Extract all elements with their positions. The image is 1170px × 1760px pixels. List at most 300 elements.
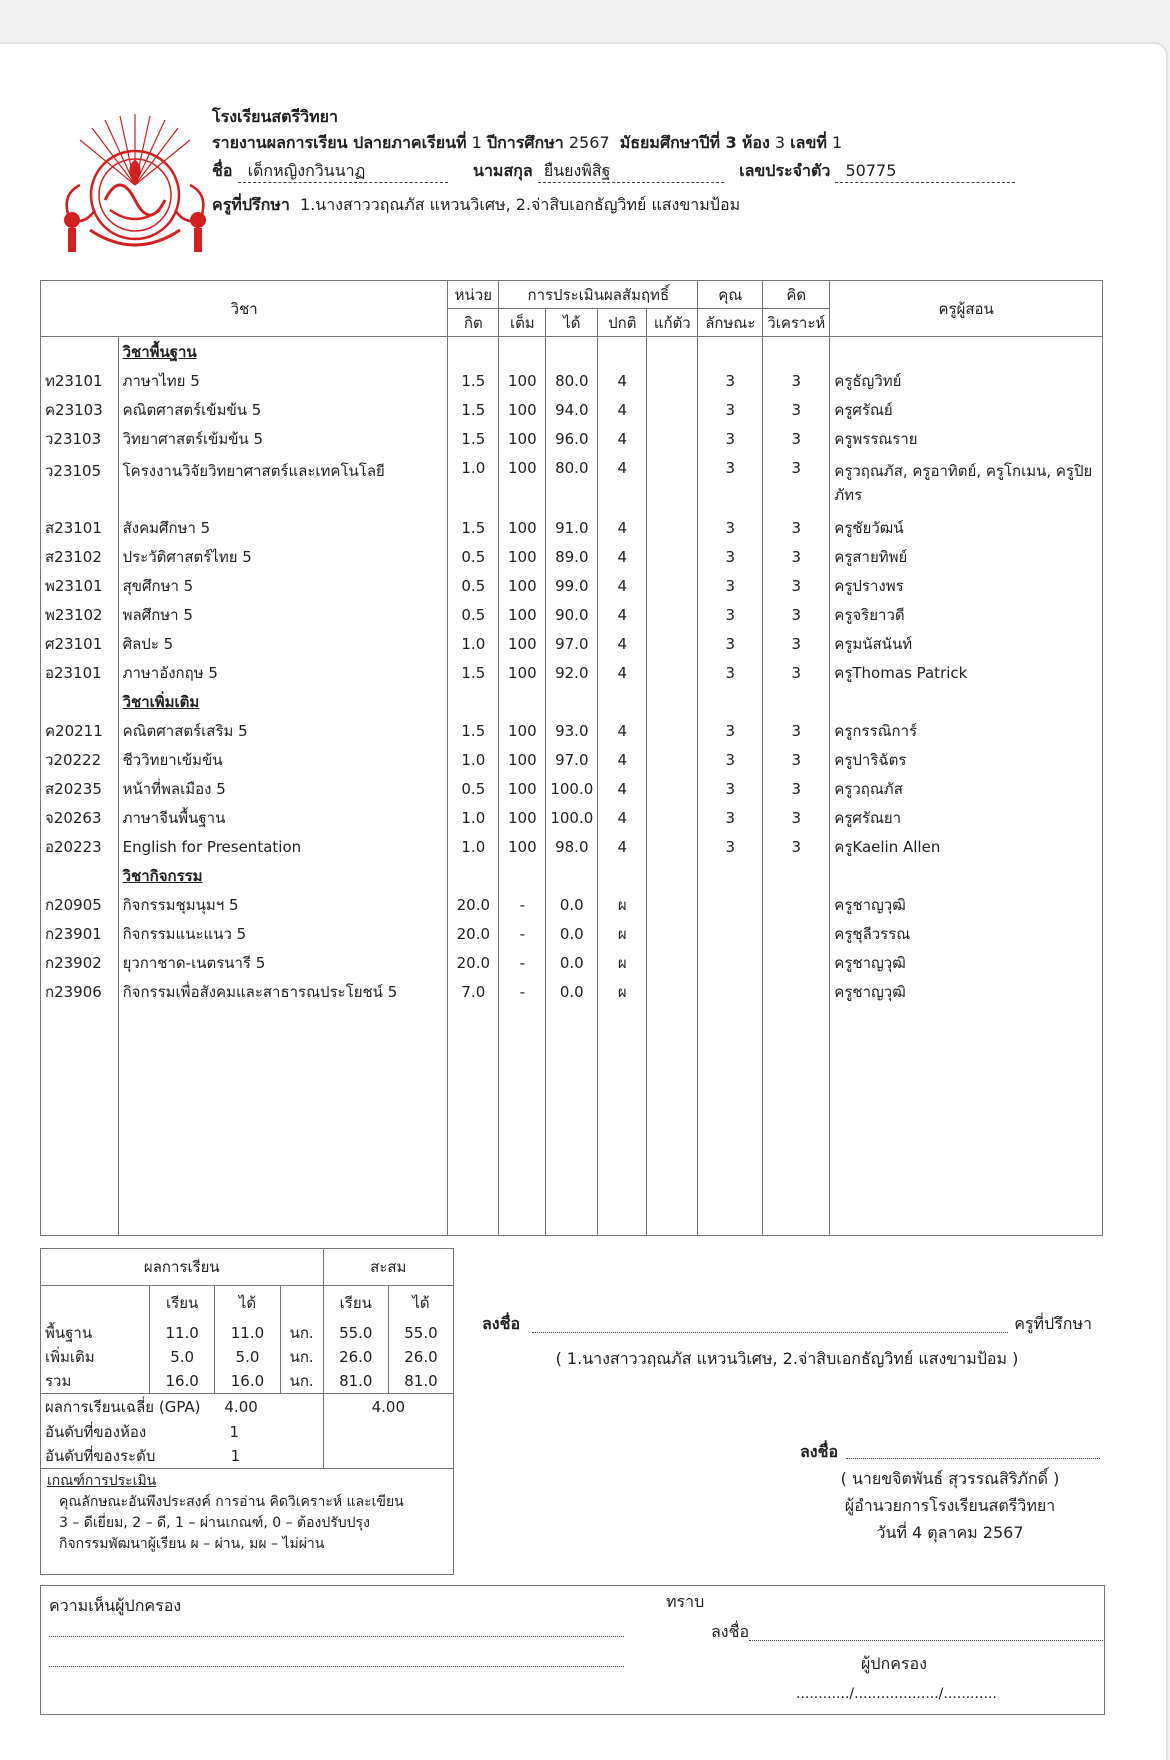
subject-think [763, 890, 830, 919]
report-title: รายงานผลการเรียน ปลายภาคเรียนที่ [212, 133, 467, 152]
subject-credit: 1.5 [448, 658, 499, 687]
subject-grade: 4 [598, 571, 647, 600]
section-blank-cell [448, 861, 499, 890]
advisor-sign-names: ( 1.นางสาววฤณภัส แหวนวิเศษ, 2.จ่าสิบเอกธัญวิทย์ แสงขามป้อม ) [555, 1349, 1019, 1368]
subject-name: กิจกรรมเพื่อสังคมและสาธารณประโยชน์ 5 [118, 977, 448, 1006]
subject-credit: 20.0 [448, 919, 499, 948]
grade-label: มัธยมศึกษาปีที่ 3 [619, 133, 737, 152]
criteria-line-3: กิจกรรมพัฒนาผู้เรียน ผ – ผ่าน, มผ – ไม่ผ่าน [59, 1535, 325, 1552]
section-blank-cell [763, 337, 830, 367]
section-blank-cell [598, 861, 647, 890]
subject-char [698, 977, 763, 1006]
filler-cell [647, 1006, 698, 1236]
header-thinking-top: คิด [763, 281, 830, 309]
section-blank-cell [499, 337, 546, 367]
subject-fix [647, 977, 698, 1006]
section-blank-cell [763, 861, 830, 890]
subject-full: 100 [499, 424, 546, 453]
subject-code: อ23101 [41, 658, 119, 687]
subject-think: 3 [763, 774, 830, 803]
subject-row [41, 395, 1103, 424]
advisor-names: 1.นางสาววฤณภัส แหวนวิเศษ, 2.จ่าสิบเอกธัญวิทย์ แสงขามป้อม [299, 195, 741, 214]
section-blank-cell [499, 687, 546, 716]
section-blank-cell [41, 861, 119, 890]
subject-char: 3 [698, 745, 763, 774]
subject-think: 3 [763, 542, 830, 571]
subject-full: 100 [499, 542, 546, 571]
subject-grade: ผ [598, 890, 647, 919]
subject-row [41, 977, 1103, 1006]
subject-grade: 4 [598, 774, 647, 803]
rank-room-value: 1 [229, 1422, 240, 1441]
subject-credit: 1.0 [448, 629, 499, 658]
subject-row [41, 774, 1103, 803]
subject-grade: 4 [598, 366, 647, 395]
filler-cell [830, 1006, 1103, 1236]
subject-got: 100.0 [546, 803, 598, 832]
subject-full: 100 [499, 658, 546, 687]
advisor-sign-role: ครูที่ปรึกษา [1014, 1314, 1092, 1333]
rank-room-row [41, 1420, 323, 1444]
subject-code: พ23101 [41, 571, 119, 600]
parent-comment-line-1 [49, 1636, 624, 1637]
student-line [212, 160, 1015, 183]
section-blank-cell [698, 337, 763, 367]
subject-char [698, 890, 763, 919]
grades-body [41, 337, 1103, 1236]
summary-table [41, 1249, 453, 1468]
subject-grade: 4 [598, 600, 647, 629]
subject-code: ก23901 [41, 919, 119, 948]
subject-name: ศิลปะ 5 [118, 629, 448, 658]
subject-fix [647, 571, 698, 600]
subject-grade: 4 [598, 658, 647, 687]
subject-grade: 4 [598, 629, 647, 658]
subject-char: 3 [698, 774, 763, 803]
subject-full: 100 [499, 745, 546, 774]
filler-cell [598, 1006, 647, 1236]
section-title: วิชาพื้นฐาน [118, 337, 448, 367]
subject-fix [647, 890, 698, 919]
subject-char: 3 [698, 658, 763, 687]
filler-cell [41, 1006, 119, 1236]
subject-code: ว20222 [41, 745, 119, 774]
subject-char: 3 [698, 716, 763, 745]
summary-label: รวม [45, 1372, 72, 1390]
director-name: ( นายขจิตพันธ์ สุวรรณสิริภักดิ์ ) [840, 1469, 1060, 1488]
section-blank-cell [499, 861, 546, 890]
subject-code: ท23101 [41, 366, 119, 395]
grades-table [40, 280, 1103, 1236]
section-blank-cell [698, 687, 763, 716]
subject-full: - [499, 890, 546, 919]
summary-study: 11.0 [150, 1321, 215, 1345]
subject-got: 0.0 [546, 919, 598, 948]
year-label: ปีการศึกษา [486, 133, 564, 152]
director-position: ผู้อำนวยการโรงเรียนสตรีวิทยา [844, 1496, 1056, 1515]
filler-row [41, 1006, 1103, 1236]
section-header-row [41, 337, 1103, 367]
subject-teacher: ครูกรรณิการ์ [830, 716, 1103, 745]
section-blank-cell [448, 687, 499, 716]
subject-code: ว23103 [41, 424, 119, 453]
id-label: เลขประจำตัว [739, 161, 831, 180]
subject-teacher: ครูศรัณยา [830, 803, 1103, 832]
subject-grade: 4 [598, 803, 647, 832]
subject-code: ก23906 [41, 977, 119, 1006]
subject-row [41, 745, 1103, 774]
subject-name: คณิตศาสตร์เข้มข้น 5 [118, 395, 448, 424]
subject-row [41, 658, 1103, 687]
subject-row [41, 832, 1103, 861]
section-header-row [41, 687, 1103, 716]
section-blank-cell [647, 687, 698, 716]
subject-char: 3 [698, 629, 763, 658]
summary-unit: นก. [280, 1321, 323, 1345]
report-title-line [212, 132, 842, 154]
section-title: วิชาเพิ่มเติม [118, 687, 448, 716]
subject-full: 100 [499, 629, 546, 658]
parent-comment-line-2 [49, 1666, 624, 1667]
subject-name: หน้าที่พลเมือง 5 [118, 774, 448, 803]
summary-unit: นก. [280, 1345, 323, 1369]
advisor-sign-line [532, 1332, 1008, 1333]
gpa-accum-value: 4.00 [323, 1394, 453, 1420]
subject-char: 3 [698, 453, 763, 513]
subject-teacher: ครูชาญวุฒิ [830, 948, 1103, 977]
summary-got: 5.0 [215, 1345, 280, 1369]
advisor-line [212, 194, 740, 216]
section-blank-cell [546, 687, 598, 716]
subject-got: 90.0 [546, 600, 598, 629]
subject-full: 100 [499, 716, 546, 745]
header-full: เต็ม [499, 309, 546, 337]
filler-cell [763, 1006, 830, 1236]
subject-row [41, 366, 1103, 395]
subject-think: 3 [763, 395, 830, 424]
subject-credit: 1.0 [448, 745, 499, 774]
subject-row [41, 629, 1103, 658]
section-blank-cell [830, 861, 1103, 890]
director-sign-line [846, 1458, 1100, 1459]
subject-full: - [499, 977, 546, 1006]
subject-fix [647, 803, 698, 832]
subject-name: สังคมศึกษา 5 [118, 513, 448, 542]
subject-code: ค20211 [41, 716, 119, 745]
subject-grade: 4 [598, 513, 647, 542]
subject-full: 100 [499, 803, 546, 832]
director-signature [800, 1438, 1100, 1546]
header-teacher: ครูผู้สอน [830, 281, 1103, 337]
parent-comment-label: ความเห็นผู้ปกครอง [49, 1596, 182, 1615]
subject-fix [647, 629, 698, 658]
parent-ack-label: ทราบ [666, 1592, 705, 1611]
subject-teacher: ครูปาริฉัตร [830, 745, 1103, 774]
subject-got: 89.0 [546, 542, 598, 571]
subject-fix [647, 919, 698, 948]
subject-teacher: ครูวฤณภัส [830, 774, 1103, 803]
subject-got: 0.0 [546, 890, 598, 919]
subject-got: 96.0 [546, 424, 598, 453]
subject-teacher: ครูชาญวุฒิ [830, 977, 1103, 1006]
subject-code: ศ23101 [41, 629, 119, 658]
subject-full: 100 [499, 453, 546, 513]
subject-fix [647, 513, 698, 542]
subject-credit: 0.5 [448, 600, 499, 629]
subject-fix [647, 832, 698, 861]
parent-sign-line [749, 1640, 1103, 1641]
summary-study-header: เรียน [150, 1285, 215, 1321]
filler-cell [698, 1006, 763, 1236]
subject-fix [647, 542, 698, 571]
subject-full: 100 [499, 832, 546, 861]
subject-grade: 4 [598, 542, 647, 571]
filler-cell [448, 1006, 499, 1236]
summary-got: 11.0 [215, 1321, 280, 1345]
subject-teacher: ครูธัญวิทย์ [830, 366, 1103, 395]
subject-think: 3 [763, 453, 830, 513]
criteria-title: เกณฑ์การประเมิน [47, 1472, 157, 1489]
criteria-line-2: 3 – ดีเยี่ยม, 2 – ดี, 1 – ผ่านเกณฑ์, 0 – ต้องปรับปรุง [59, 1514, 370, 1531]
subject-name: โครงงานวิจัยวิทยาศาสตร์และเทคโนโลยี [118, 453, 448, 513]
subject-think: 3 [763, 600, 830, 629]
subject-grade: 4 [598, 832, 647, 861]
subject-full: 100 [499, 774, 546, 803]
subject-name: สุขศึกษา 5 [118, 571, 448, 600]
subject-code: ส23102 [41, 542, 119, 571]
subject-credit: 0.5 [448, 542, 499, 571]
subject-char: 3 [698, 395, 763, 424]
subject-teacher: ครูจริยาวดี [830, 600, 1103, 629]
header-credit-top: หน่วย [448, 281, 499, 309]
subject-got: 94.0 [546, 395, 598, 424]
subject-got: 80.0 [546, 453, 598, 513]
advisor-signature [482, 1312, 1092, 1372]
subject-credit: 1.0 [448, 832, 499, 861]
subject-think: 3 [763, 629, 830, 658]
subject-row [41, 919, 1103, 948]
subject-think: 3 [763, 571, 830, 600]
summary-row [41, 1321, 453, 1345]
subject-full: 100 [499, 571, 546, 600]
subject-think: 3 [763, 366, 830, 395]
section-blank-cell [546, 861, 598, 890]
subject-think: 3 [763, 832, 830, 861]
parent-sign-row [711, 1620, 1103, 1645]
subject-row [41, 424, 1103, 453]
subject-code: ค23103 [41, 395, 119, 424]
summary-row [41, 1369, 453, 1394]
subject-credit: 1.5 [448, 366, 499, 395]
subject-full: 100 [499, 366, 546, 395]
section-blank-cell [830, 687, 1103, 716]
subject-got: 98.0 [546, 832, 598, 861]
name-label: ชื่อ [212, 161, 233, 180]
filler-cell [118, 1006, 448, 1236]
header-credit-bottom: กิต [448, 309, 499, 337]
subject-think: 3 [763, 424, 830, 453]
subject-char: 3 [698, 571, 763, 600]
subject-row [41, 890, 1103, 919]
section-blank-cell [647, 337, 698, 367]
subject-grade: ผ [598, 919, 647, 948]
summary-row [41, 1345, 453, 1369]
advisor-label: ครูที่ปรึกษา [212, 195, 290, 214]
subject-credit: 1.0 [448, 803, 499, 832]
subject-fix [647, 395, 698, 424]
subject-got: 0.0 [546, 948, 598, 977]
subject-think: 3 [763, 803, 830, 832]
subject-full: 100 [499, 600, 546, 629]
section-header-row [41, 861, 1103, 890]
subject-teacher: ครูพรรณราย [830, 424, 1103, 453]
subject-char: 3 [698, 600, 763, 629]
report-date: วันที่ 4 ตุลาคม 2567 [876, 1523, 1024, 1542]
room-label: ห้อง [741, 133, 770, 152]
summary-study: 16.0 [150, 1369, 215, 1394]
criteria-block [41, 1468, 453, 1557]
student-id: 50775 [835, 160, 1015, 183]
subject-think [763, 919, 830, 948]
subject-credit: 0.5 [448, 571, 499, 600]
gpa-value: 4.00 [224, 1397, 258, 1416]
rank-level-value: 1 [230, 1446, 241, 1465]
subject-row [41, 513, 1103, 542]
subject-teacher: ครูมนัสนันท์ [830, 629, 1103, 658]
subject-row [41, 948, 1103, 977]
subject-teacher: ครูชัยวัฒน์ [830, 513, 1103, 542]
subject-char: 3 [698, 542, 763, 571]
subject-char: 3 [698, 513, 763, 542]
subject-grade: 4 [598, 745, 647, 774]
summary-study: 5.0 [150, 1345, 215, 1369]
subject-name: พลศึกษา 5 [118, 600, 448, 629]
section-blank-cell [598, 687, 647, 716]
subject-name: ภาษาจีนพื้นฐาน [118, 803, 448, 832]
section-blank-cell [41, 687, 119, 716]
subject-got: 97.0 [546, 745, 598, 774]
subject-row [41, 600, 1103, 629]
subject-row [41, 453, 1103, 513]
summary-acc-got: 55.0 [404, 1324, 438, 1342]
summary-got: 16.0 [215, 1369, 280, 1394]
no-label: เลขที่ [790, 133, 827, 152]
subject-char: 3 [698, 424, 763, 453]
parent-sign-label: ลงชื่อ [711, 1622, 750, 1641]
subject-got: 99.0 [546, 571, 598, 600]
summary-acc-study: 55.0 [323, 1321, 388, 1345]
summary-rows [41, 1321, 453, 1394]
subject-got: 100.0 [546, 774, 598, 803]
parent-date-line: ............/.................../............ [796, 1686, 997, 1702]
subject-code: ว23105 [41, 453, 119, 513]
parent-role: ผู้ปกครอง [861, 1654, 927, 1673]
subject-char: 3 [698, 832, 763, 861]
subject-credit: 1.5 [448, 424, 499, 453]
gpa-label: ผลการเรียนเฉลี่ย (GPA) [45, 1397, 201, 1416]
summary-acc-study-header: เรียน [323, 1285, 388, 1321]
subject-grade: 4 [598, 453, 647, 513]
subject-credit: 1.5 [448, 513, 499, 542]
summary-acc-got: 26.0 [404, 1348, 438, 1366]
subject-got: 93.0 [546, 716, 598, 745]
subject-grade: ผ [598, 948, 647, 977]
subject-credit: 1.5 [448, 395, 499, 424]
subject-got: 80.0 [546, 366, 598, 395]
subject-row [41, 803, 1103, 832]
section-blank-cell [41, 337, 119, 367]
section-blank-cell [546, 337, 598, 367]
subject-teacher: ครูสายทิพย์ [830, 542, 1103, 571]
subject-full: 100 [499, 395, 546, 424]
subject-full: - [499, 919, 546, 948]
gpa-row [41, 1394, 323, 1420]
section-blank-cell [647, 861, 698, 890]
student-name: เด็กหญิงกวินนาฏ [238, 160, 448, 183]
subject-teacher: ครูปรางพร [830, 571, 1103, 600]
year: 2567 [568, 133, 610, 152]
surname-label: นามสกุล [473, 161, 533, 180]
subject-credit: 0.5 [448, 774, 499, 803]
subject-credit: 7.0 [448, 977, 499, 1006]
subject-row [41, 716, 1103, 745]
header-got: ได้ [546, 309, 598, 337]
subject-grade: 4 [598, 424, 647, 453]
section-blank-cell [698, 861, 763, 890]
subject-code: อ20223 [41, 832, 119, 861]
section-blank-cell [763, 687, 830, 716]
subject-name: คณิตศาสตร์เสริม 5 [118, 716, 448, 745]
subject-teacher: ครูKaelin Allen [830, 832, 1103, 861]
subject-row [41, 571, 1103, 600]
parent-section [40, 1585, 1105, 1715]
subject-grade: ผ [598, 977, 647, 1006]
summary-acc-got-header: ได้ [412, 1294, 430, 1313]
section-blank-cell [830, 337, 1103, 367]
subject-got: 0.0 [546, 977, 598, 1006]
term: 1 [471, 133, 482, 152]
subject-think: 3 [763, 745, 830, 774]
section-blank-cell [598, 337, 647, 367]
subject-name: ยุวกาชาด-เนตรนารี 5 [118, 948, 448, 977]
filler-cell [546, 1006, 598, 1236]
subject-full: - [499, 948, 546, 977]
subject-think: 3 [763, 658, 830, 687]
school-seal-logo [50, 110, 220, 260]
director-sign-label: ลงชื่อ [800, 1442, 839, 1461]
header-character-top: คุณ [698, 281, 763, 309]
header-normal: ปกติ [598, 309, 647, 337]
summary-accum-header: สะสม [323, 1249, 453, 1285]
subject-got: 91.0 [546, 513, 598, 542]
subject-code: จ20263 [41, 803, 119, 832]
subject-fix [647, 745, 698, 774]
subject-think [763, 977, 830, 1006]
subject-code: ก23902 [41, 948, 119, 977]
subject-name: ชีววิทยาเข้มข้น [118, 745, 448, 774]
summary-acc-got: 81.0 [404, 1372, 438, 1390]
advisor-sign-label: ลงชื่อ [482, 1314, 521, 1333]
subject-fix [647, 658, 698, 687]
header-character-bottom: ลักษณะ [698, 309, 763, 337]
subject-name: ภาษาไทย 5 [118, 366, 448, 395]
room: 3 [774, 133, 786, 152]
subject-code: ส20235 [41, 774, 119, 803]
subject-name: English for Presentation [118, 832, 448, 861]
header-fix: แก้ตัว [647, 309, 698, 337]
subject-name: ประวัติศาสตร์ไทย 5 [118, 542, 448, 571]
subject-name: ภาษาอังกฤษ 5 [118, 658, 448, 687]
